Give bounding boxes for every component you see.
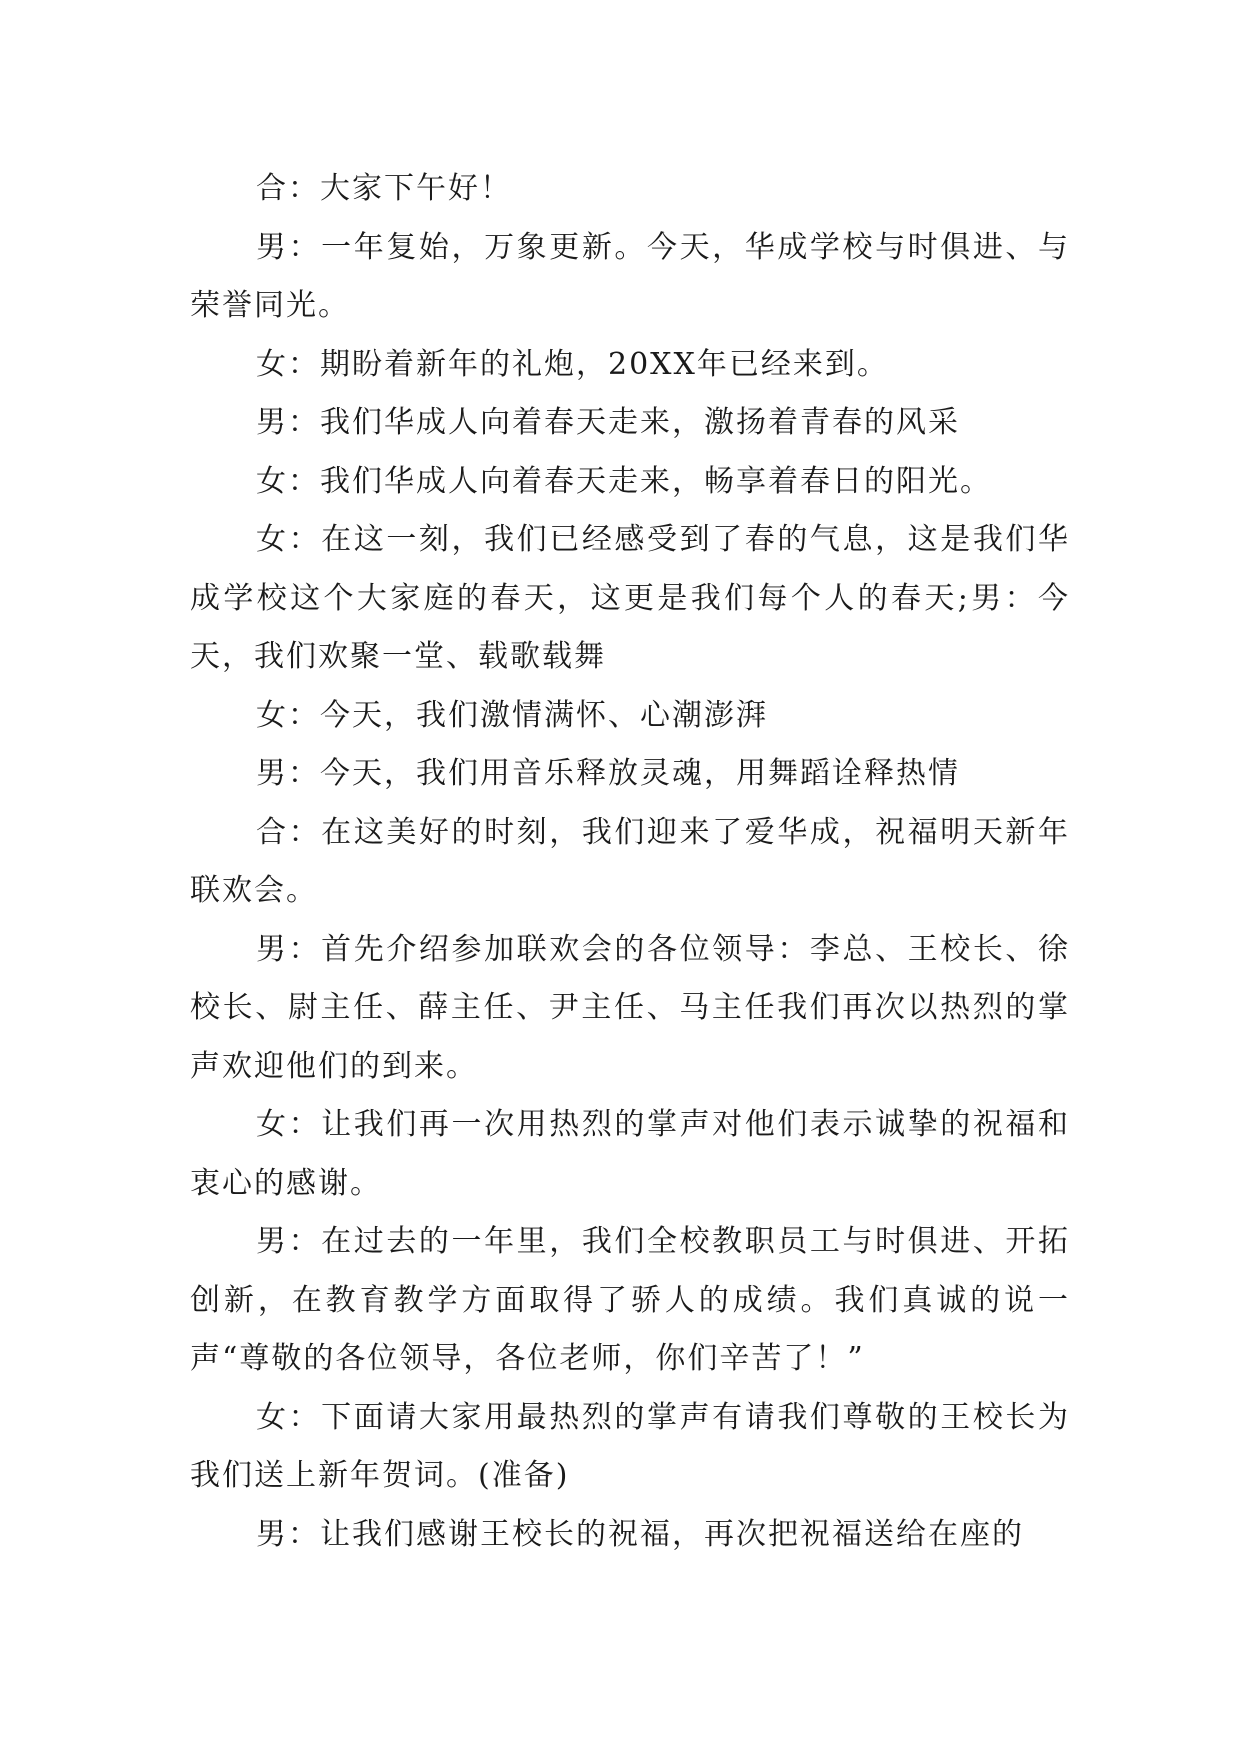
- paragraph-greeting: 合：大家下午好！: [256, 171, 512, 206]
- document-body: [190, 160, 1070, 1564]
- paragraph-achievements: 男：在过去的一年里，我们全校教职员工与时俱进、开拓创新，在教育教学方面取得了骄人的成绩。我们真诚的说一声“尊敬的各位领导，各位老师，你们辛苦了！”: [190, 1224, 1070, 1376]
- paragraph-new-year: 男：一年复始，万象更新。今天，华成学校与时俱进、与荣誉同光。: [190, 229, 1070, 323]
- paragraph-sunshine: 女：我们华成人向着春天走来，畅享着春日的阳光。: [256, 463, 992, 499]
- paragraph-fireworks: 女：期盼着新年的礼炮，20XX年已经来到。: [256, 346, 889, 382]
- paragraph-youth: 男：我们华成人向着春天走来，激扬着青春的风采: [256, 405, 960, 440]
- paragraph-spring: 女：在这一刻，我们已经感受到了春的气息，这是我们华成学校这个大家庭的春天，这更是我们每个人的春天;男：今天，我们欢聚一堂、载歌载舞: [190, 522, 1070, 674]
- paragraph-leaders: 男：首先介绍参加联欢会的各位领导：李总、王校长、徐校长、尉主任、薛主任、尹主任、马主任我们再次以热烈的掌声欢迎他们的到来。: [190, 931, 1070, 1084]
- paragraph-music: 男：今天，我们用音乐释放灵魂，用舞蹈诠释热情: [256, 756, 960, 791]
- paragraph-principal-speech: 女：下面请大家用最热烈的掌声有请我们尊敬的王校长为我们送上新年贺词。(准备): [190, 1399, 1070, 1493]
- paragraph-thanks: 女：让我们再一次用热烈的掌声对他们表示诚挚的祝福和衷心的感谢。: [190, 1107, 1070, 1201]
- paragraph-blessing: 男：让我们感谢王校长的祝福，再次把祝福送给在座的: [256, 1516, 1024, 1552]
- paragraph-celebration: 合：在这美好的时刻，我们迎来了爱华成，祝福明天新年联欢会。: [190, 814, 1070, 908]
- paragraph-passion: 女：今天，我们激情满怀、心潮澎湃: [256, 697, 768, 733]
